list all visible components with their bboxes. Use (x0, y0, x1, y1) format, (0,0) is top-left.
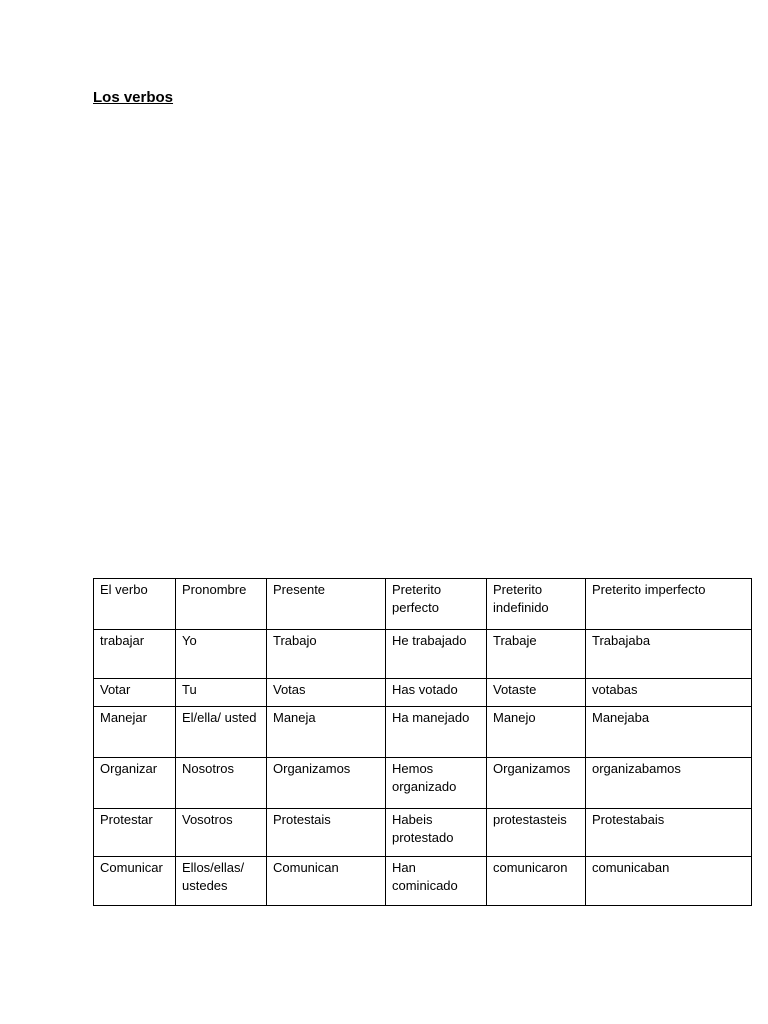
table-cell: Protestar (94, 809, 176, 857)
header-cell: Preterito perfecto (386, 579, 487, 630)
verb-conjugation-table (93, 578, 752, 906)
table-cell: Has votado (386, 679, 487, 707)
table-cell: Vosotros (176, 809, 267, 857)
table-cell: Manejo (487, 707, 586, 758)
table-cell: trabajar (94, 630, 176, 679)
header-cell: El verbo (94, 579, 176, 630)
table-cell: He trabajado (386, 630, 487, 679)
table-cell: Habeis protestado (386, 809, 487, 857)
table-cell: Maneja (267, 707, 386, 758)
table-cell: Organizar (94, 758, 176, 809)
table-cell: Votas (267, 679, 386, 707)
table-cell: Comunicar (94, 857, 176, 906)
table-cell: Nosotros (176, 758, 267, 809)
table-cell: Votar (94, 679, 176, 707)
table-cell: Yo (176, 630, 267, 679)
header-cell: Preterito imperfecto (586, 579, 752, 630)
table-cell: Protestais (267, 809, 386, 857)
table-cell: El/ella/ usted (176, 707, 267, 758)
table-cell: Manejar (94, 707, 176, 758)
table-row (94, 758, 752, 809)
table-cell: comunicaban (586, 857, 752, 906)
table-cell: comunicaron (487, 857, 586, 906)
table-cell: Manejaba (586, 707, 752, 758)
table-header-row (94, 579, 752, 630)
page-title: Los verbos (93, 89, 174, 106)
table-cell: Trabajo (267, 630, 386, 679)
table-cell: Han cominicado (386, 857, 487, 906)
table-cell: Comunican (267, 857, 386, 906)
table-row (94, 857, 752, 906)
header-cell: Presente (267, 579, 386, 630)
table-cell: Tu (176, 679, 267, 707)
table-row (94, 630, 752, 679)
table-cell: Trabajaba (586, 630, 752, 679)
table-cell: Ellos/ellas/ ustedes (176, 857, 267, 906)
table-cell: protestasteis (487, 809, 586, 857)
table-cell: Trabaje (487, 630, 586, 679)
header-cell: Preterito indefinido (487, 579, 586, 630)
table-cell: Organizamos (267, 758, 386, 809)
table-cell: Hemos organizado (386, 758, 487, 809)
table-row (94, 809, 752, 857)
table-cell: Votaste (487, 679, 586, 707)
table-cell: votabas (586, 679, 752, 707)
table-cell: Organizamos (487, 758, 586, 809)
header-cell: Pronombre (176, 579, 267, 630)
table-cell: organizabamos (586, 758, 752, 809)
table-row (94, 707, 752, 758)
table-row (94, 679, 752, 707)
table-cell: Protestabais (586, 809, 752, 857)
table-cell: Ha manejado (386, 707, 487, 758)
